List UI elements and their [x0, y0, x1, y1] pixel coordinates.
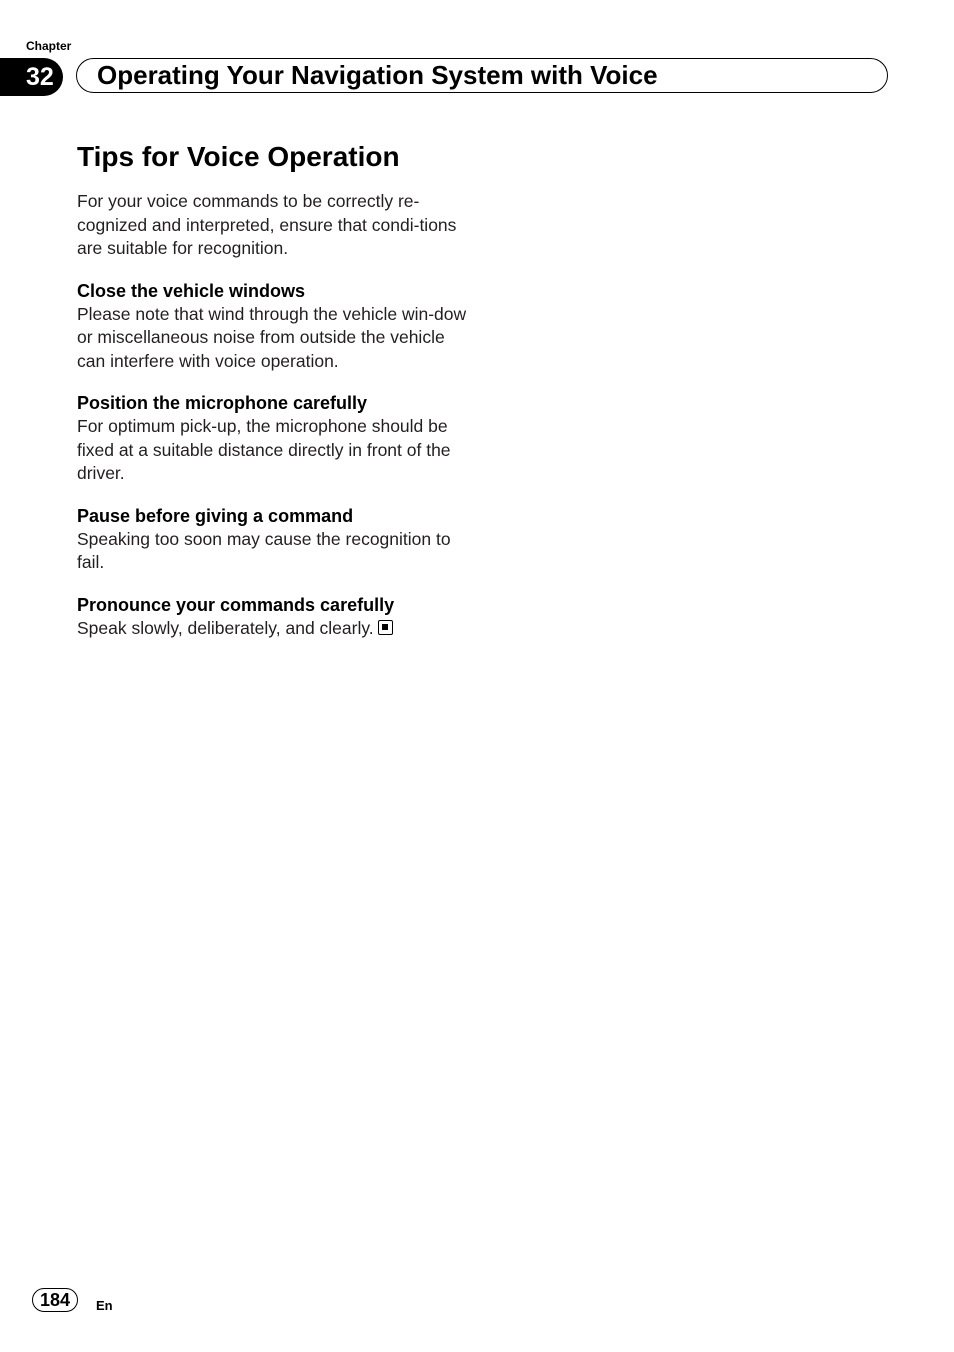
page-number: 184 [32, 1288, 78, 1312]
tip-title: Pause before giving a command [77, 505, 354, 526]
tip-body: Speaking too soon may cause the recognition to fail. [77, 528, 451, 572]
tip-title: Close the vehicle windows [77, 280, 306, 301]
chapter-title: Operating Your Navigation System with Voice [97, 60, 658, 90]
tip-pronounce-carefully [77, 593, 467, 641]
language-label: En [96, 1298, 113, 1313]
end-of-section-icon [378, 620, 393, 635]
tip-body: Please note that wind through the vehicle win-dow or miscellaneous noise from outside the vehicle can interfere with voice operation. [77, 303, 467, 371]
section-heading: Tips for Voice Operation [77, 141, 400, 172]
tip-body: Speak slowly, deliberately, and clearly. [77, 617, 374, 638]
chapter-title-box [76, 58, 888, 93]
tip-pause-before-command [77, 504, 467, 575]
tip-body: For optimum pick-up, the microphone should be fixed at a suitable distance directly in front of the driver. [77, 416, 451, 483]
tips-section [77, 138, 467, 658]
tip-title: Pronounce your commands carefully [77, 594, 395, 615]
chapter-number: 32 [26, 62, 54, 91]
intro-paragraph: For your voice commands to be correctly re-cognized and interpreted, ensure that condi-tions are suitable for recognition. [77, 191, 457, 258]
tip-close-windows [77, 279, 467, 374]
tip-body-wrapper [77, 617, 467, 641]
tip-position-microphone [77, 391, 467, 486]
tip-title: Position the microphone carefully [77, 393, 368, 413]
chapter-label: Chapter [26, 39, 72, 53]
chapter-number-badge [0, 58, 63, 96]
